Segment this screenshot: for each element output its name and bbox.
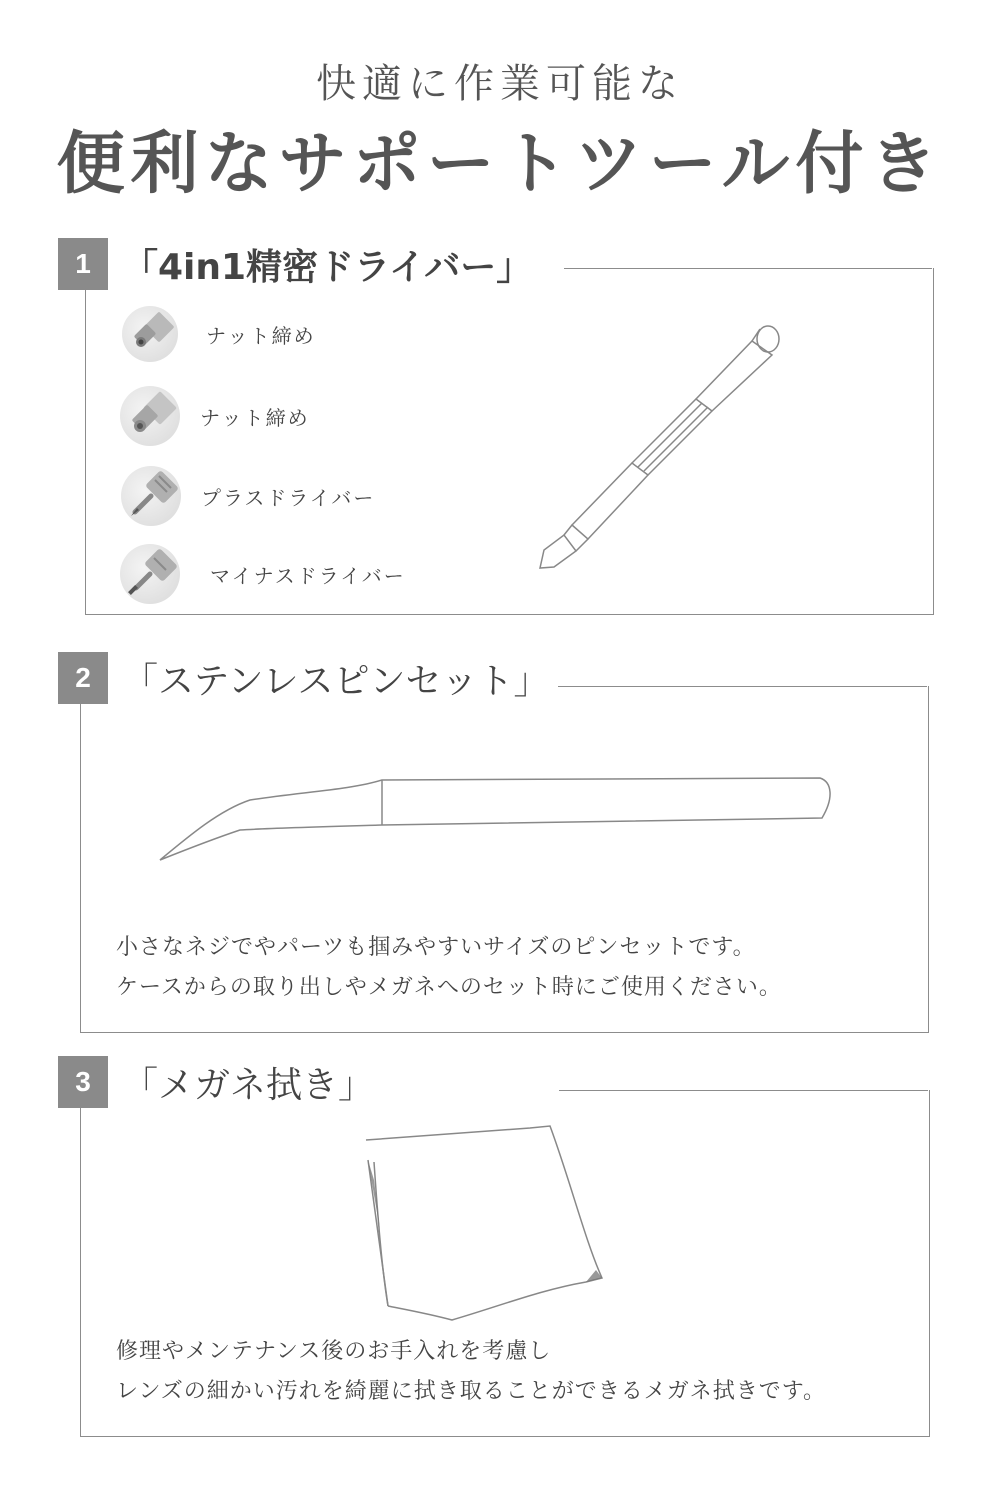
flathead-bit-icon	[120, 544, 180, 604]
bit-label: ナット締め	[206, 323, 316, 348]
page-subtitle: 快適に作業可能な	[316, 61, 684, 107]
bit-label: プラスドライバー	[201, 485, 376, 510]
section-1-heading	[58, 238, 532, 290]
bit-item-nut-2	[120, 386, 310, 446]
page-title: 便利なサポートツール付き	[56, 125, 944, 204]
bit-item-phillips	[121, 466, 375, 526]
section-3-heading	[58, 1056, 374, 1108]
section-2-number: 2	[58, 652, 108, 704]
section-2-description	[116, 928, 782, 1008]
nut-driver-bit-icon	[120, 386, 180, 446]
section-2-heading	[58, 652, 550, 704]
section-1-number: 1	[58, 238, 108, 290]
bit-item-nut-1	[122, 306, 316, 362]
lens-cloth-icon	[360, 1120, 610, 1330]
section-3-label: 「メガネ拭き」	[122, 1064, 375, 1106]
description-line: 小さなネジでやパーツも掴みやすいサイズのピンセットです。	[116, 935, 756, 960]
bit-label: マイナスドライバー	[210, 563, 406, 588]
section-3-number: 3	[58, 1056, 108, 1108]
bit-item-flathead	[120, 544, 406, 604]
section-1-label: 「4in1精密ドライバー」	[122, 246, 533, 288]
description-line: ケースからの取り出しやメガネへのセット時にご使用ください。	[116, 975, 782, 1000]
nut-driver-bit-icon	[122, 306, 178, 362]
bit-label: ナット締め	[200, 405, 310, 430]
description-line: レンズの細かい汚れを綺麗に拭き取ることができるメガネ拭きです。	[116, 1379, 827, 1404]
tweezers-icon	[150, 770, 840, 870]
description-line: 修理やメンテナンス後のお手入れを考慮し	[116, 1339, 552, 1364]
phillips-bit-icon	[121, 466, 181, 526]
precision-screwdriver-icon	[520, 315, 800, 585]
section-2-label: 「ステンレスピンセット」	[122, 660, 550, 702]
section-3-description	[116, 1332, 826, 1412]
